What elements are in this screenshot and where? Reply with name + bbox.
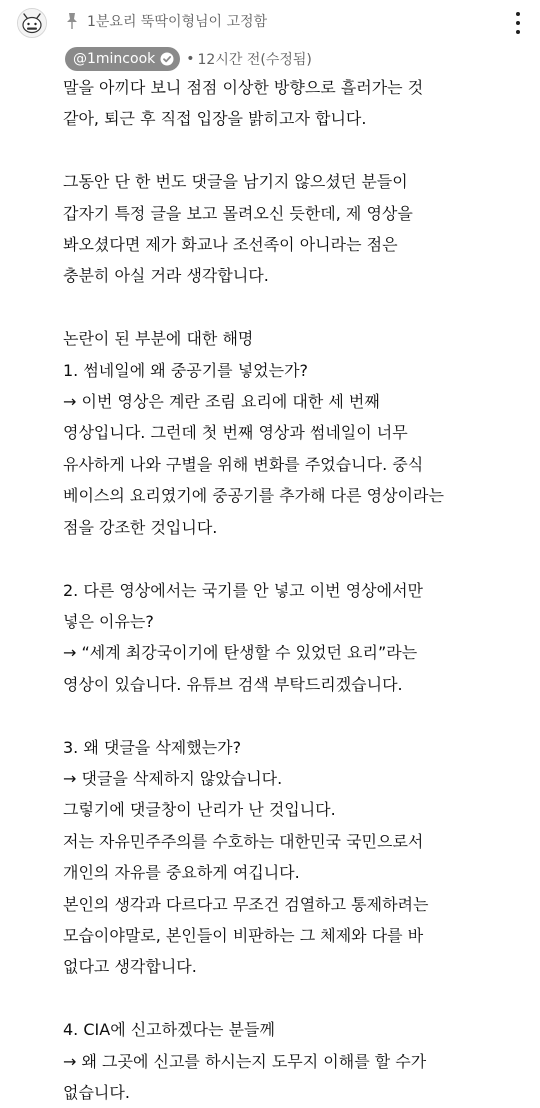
- meta-separator: •: [186, 51, 195, 67]
- verified-check-icon: [160, 52, 174, 66]
- pin-icon: [65, 12, 79, 30]
- avatar-icon[interactable]: [17, 8, 47, 38]
- comment-timestamp[interactable]: 12시간 전(수정됨): [197, 52, 312, 68]
- more-vertical-icon[interactable]: [508, 10, 528, 36]
- comment-header: [65, 46, 312, 72]
- author-handle: @1mincook: [73, 51, 156, 67]
- author-chip[interactable]: [65, 47, 180, 71]
- pinned-indicator: [65, 8, 267, 34]
- comment-body: 말을 아끼다 보니 점점 이상한 방향으로 흘러가는 것 같아, 퇴근 후 직접 입장을 밝히고자 합니다. 그동안 단 한 번도 댓글을 남기지 않으셨던 분들이 갑자기 특정 글을 보고 몰려오신 듯한데, 제 영상을 봐오셨다면 제가 화교나 조선족이 아니라는 점은 충분히 아실 거라 생각합니다. 논란이 된 부분에 대한 해명 1. 썸네일에 왜 중공기를 넣었는가? → 이번 영상은 계란 조림 요리에 대한 세 번째 영상입니다. 그런데 첫 번째 영상과 썸네일이 너무 유사하게 나와 구별을 위해 변화를 주었습니다. 중식 베이스의 요리였기에 중공기를 추가해 다른 영상이라는 점을 강조한 것입니다. 2. 다른 영상에서는 국기를 안 넣고 이번 영상에서만 넣은 이유는? → “세계 최강국이기에 탄생할 수 있었던 요리”라는 영상이 있습니다. 유튜브 검색 부탁드리겠습니다. 3. 왜 댓글을 삭제했는가? → 댓글을 삭제하지 않았습니다. 그렇기에 댓글창이 난리가 난 것입니다. 저는 자유민주주의를 수호하는 대한민국 국민으로서 개인의 자유를 중요하게 여깁니다. 본인의 생각과 다르다고 무조건 검열하고 통제하려는 모습이야말로, 본인들이 비판하는 그 체제와 다를 바 없다고 생각합니다. 4. CIA에 신고하겠다는 분들께 → 왜 그곳에 신고를 하시는지 도무지 이해를 할 수가 없습니다.: [63, 78, 444, 1102]
- pinned-label: 1분요리 뚝딱이형님이 고정함: [87, 14, 268, 30]
